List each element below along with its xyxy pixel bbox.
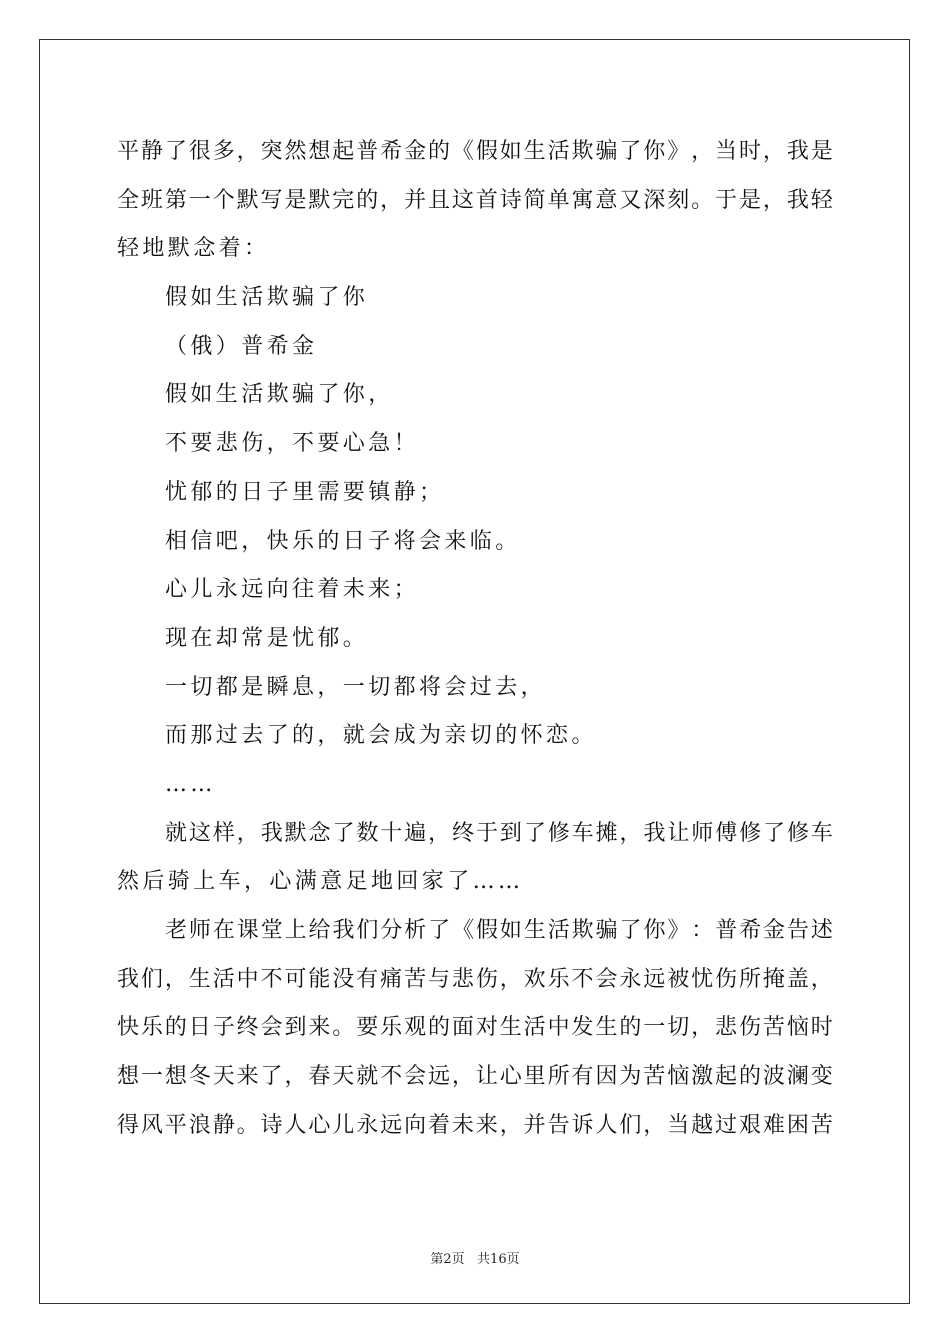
poem-title: 假如生活欺骗了你 bbox=[165, 285, 369, 311]
paragraph-line: 我 们 ， 生 活 中 不 可 能 没 有 痛 苦 与 悲 伤 ， 欢 乐 不 会 永 远 被 忧 伤 所 掩 盖 ， bbox=[117, 966, 833, 992]
paragraph-line: 快 乐 的 日 子 终 会 到 来 。 要 乐 观 的 面 对 生 活 中 发 生 的 一 切 ， 悲 伤 苦 恼 时 bbox=[117, 1015, 833, 1041]
paragraph-line: 全 班 第 一 个 默 写 是 默 完 的 ， 并 且 这 首 诗 简 单 寓 意 又 深 刻 。 于 是 ， 我 轻 bbox=[117, 187, 833, 213]
poem-line: 一切都是瞬息，一切都将会过去， bbox=[165, 674, 547, 700]
poem-line: 忧郁的日子里需要镇静； bbox=[165, 479, 445, 505]
poem-line: 现在却常是忧郁。 bbox=[165, 625, 369, 651]
poem-line: 而那过去了的，就会成为亲切的怀恋。 bbox=[165, 723, 597, 749]
poem-line: 不要悲伤，不要心急！ bbox=[165, 431, 420, 457]
paragraph-line: 轻地默念着： bbox=[117, 236, 270, 262]
document-body bbox=[117, 128, 833, 1150]
paragraph-line: 然后骑上车，心满意足地回家了…… bbox=[117, 869, 524, 895]
poem-line: 假如生活欺骗了你， bbox=[165, 382, 394, 408]
paragraph-line: 老 师 在 课 堂 上 给 我 们 分 析 了 《 假 如 生 活 欺 骗 了 你 》 ： 普 希 金 告 述 bbox=[165, 918, 833, 943]
paragraph-line: 得 风 平 浪 静 。 诗 人 心 儿 永 远 向 着 未 来 ， 并 告 诉 人 们 ， 当 越 过 艰 难 困 苦 bbox=[117, 1112, 833, 1138]
poem-ellipsis: …… bbox=[165, 771, 216, 797]
paragraph-line: 平 静 了 很 多 ， 突 然 想 起 普 希 金 的 《 假 如 生 活 欺 骗 了 你 》 ， 当 时 ， 我 是 bbox=[117, 139, 833, 164]
poem-line: 心儿永远向往着未来； bbox=[165, 577, 420, 603]
poem-author: （俄）普希金 bbox=[165, 333, 318, 359]
page-number-footer: 第2页 共16页 bbox=[430, 1252, 520, 1267]
paragraph-line: 想 一 想 冬 天 来 了 ， 春 天 就 不 会 远 ， 让 心 里 所 有 因 为 苦 恼 激 起 的 波 澜 变 bbox=[117, 1064, 833, 1090]
poem-line: 相信吧，快乐的日子将会来临。 bbox=[165, 528, 521, 554]
paragraph-line: 就 这 样 ， 我 默 念 了 数 十 遍 ， 终 于 到 了 修 车 摊 ， 我 让 师 傅 修 了 修 车 bbox=[165, 820, 833, 846]
